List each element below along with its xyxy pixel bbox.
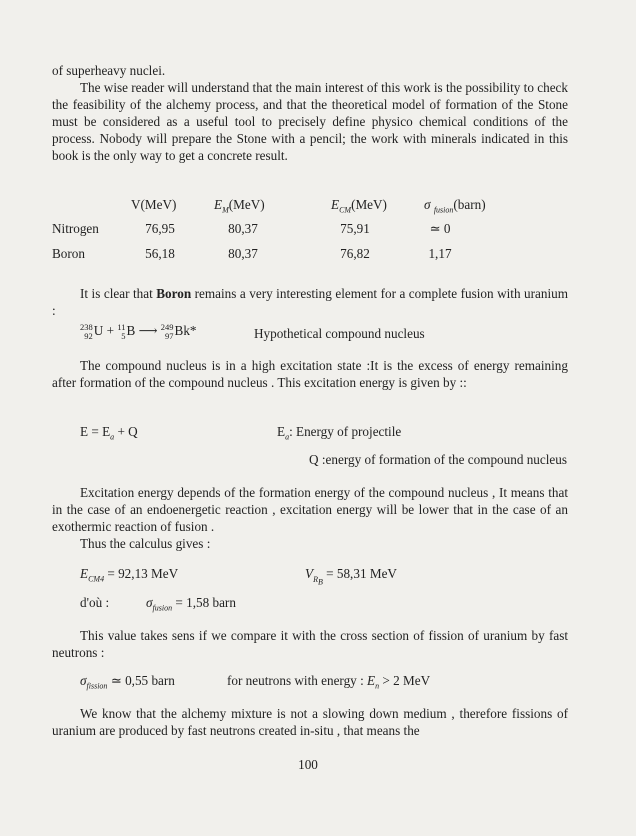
row-nitrogen-em: 80,37: [228, 221, 258, 236]
header-v: V(MeV): [131, 197, 177, 212]
reaction-arrow: ⟶: [138, 323, 158, 338]
reaction-equation: 238 92 U + 11 5 B ⟶ 249 97 Bk*: [80, 321, 197, 341]
page-number: 100: [298, 757, 318, 772]
sigma-fission-equation: $\sigma_{fission}$ ≃ 0,55 barn: [80, 673, 175, 691]
ecm-equation: $E_{CM4} = 92,13$ MeV: [80, 566, 179, 584]
row-boron-name: Boron: [52, 246, 85, 261]
paragraph-7: We know that the alchemy mixture is not a slowing down medium , therefore fissions of uranium are produced by fast neutrons created in-situ , that means the: [52, 706, 568, 738]
row-nitrogen-ecm: 75,91: [340, 221, 370, 236]
paragraph-3: The compound nucleus is in a high excitation state :It is the excess of energy remaining after formation of the compound nucleus . This excitation energy is given by ::: [52, 358, 568, 390]
sigma-fusion-equation: $\sigma_{fusion} = 1,58$ barn: [146, 595, 236, 613]
row-nitrogen-v: 76,95: [145, 221, 175, 236]
intro-line: of superheavy nuclei.: [52, 63, 166, 78]
header-ecm: $E_{CM}(MeV)$: [331, 197, 387, 215]
dou-label: d'où :: [80, 595, 110, 610]
paragraph-4: Excitation energy depends of the formation energy of the compound nucleus , It means that in the case of an endoenergetic reaction , excitation energy will be lower that in the case of an exothermic reaction of fusion .: [52, 485, 568, 534]
row-boron-em: 80,37: [228, 246, 258, 261]
energy-equation: $E = E_a + Q$: [80, 424, 138, 442]
neutron-energy-note: for neutrons with energy : $E_n > 2$ MeV: [227, 673, 431, 691]
formation-energy-note: Q :energy of formation of the compound nucleus: [309, 452, 567, 467]
header-sigma: σ $_{fusion}$(barn): [424, 197, 486, 215]
header-em: $E_M(MeV)$: [214, 197, 265, 215]
uranium-isotope: 238 92: [80, 321, 93, 341]
row-nitrogen-sigma: ≃ 0: [429, 221, 451, 236]
row-nitrogen-name: Nitrogen: [52, 221, 99, 236]
projectile-energy-note: $E_a$: Energy of projectile: [277, 424, 402, 442]
boron-isotope: 11 5: [117, 321, 126, 341]
paragraph-2: It is clear that Boron remains a very interesting element for a complete fusion with uranium :: [52, 286, 568, 318]
row-boron-ecm: 76,82: [340, 246, 370, 261]
paragraph-6: This value takes sens if we compare it with the cross section of fission of uranium by fast neutrons :: [52, 628, 568, 660]
paragraph-5: Thus the calculus gives :: [80, 536, 211, 551]
vrb-equation: $V_{R_B} = 58,31$ MeV: [305, 566, 397, 587]
reaction-label: Hypothetical compound nucleus: [254, 326, 425, 341]
row-boron-v: 56,18: [145, 246, 175, 261]
berkelium-isotope: 249 97: [160, 321, 174, 341]
paragraph-1: The wise reader will understand that the main interest of this work is the possibility to check the feasibility of the alchemy process, and that the theoretical model of formation of the Stone must be considered as a useful tool to precisely define physico chemical conditions of the process. Nobody will prepare the Stone with a pencil; the work with minerals indicated in this book is the only way to get a concrete result.: [52, 80, 568, 163]
row-boron-sigma: 1,17: [428, 246, 452, 261]
